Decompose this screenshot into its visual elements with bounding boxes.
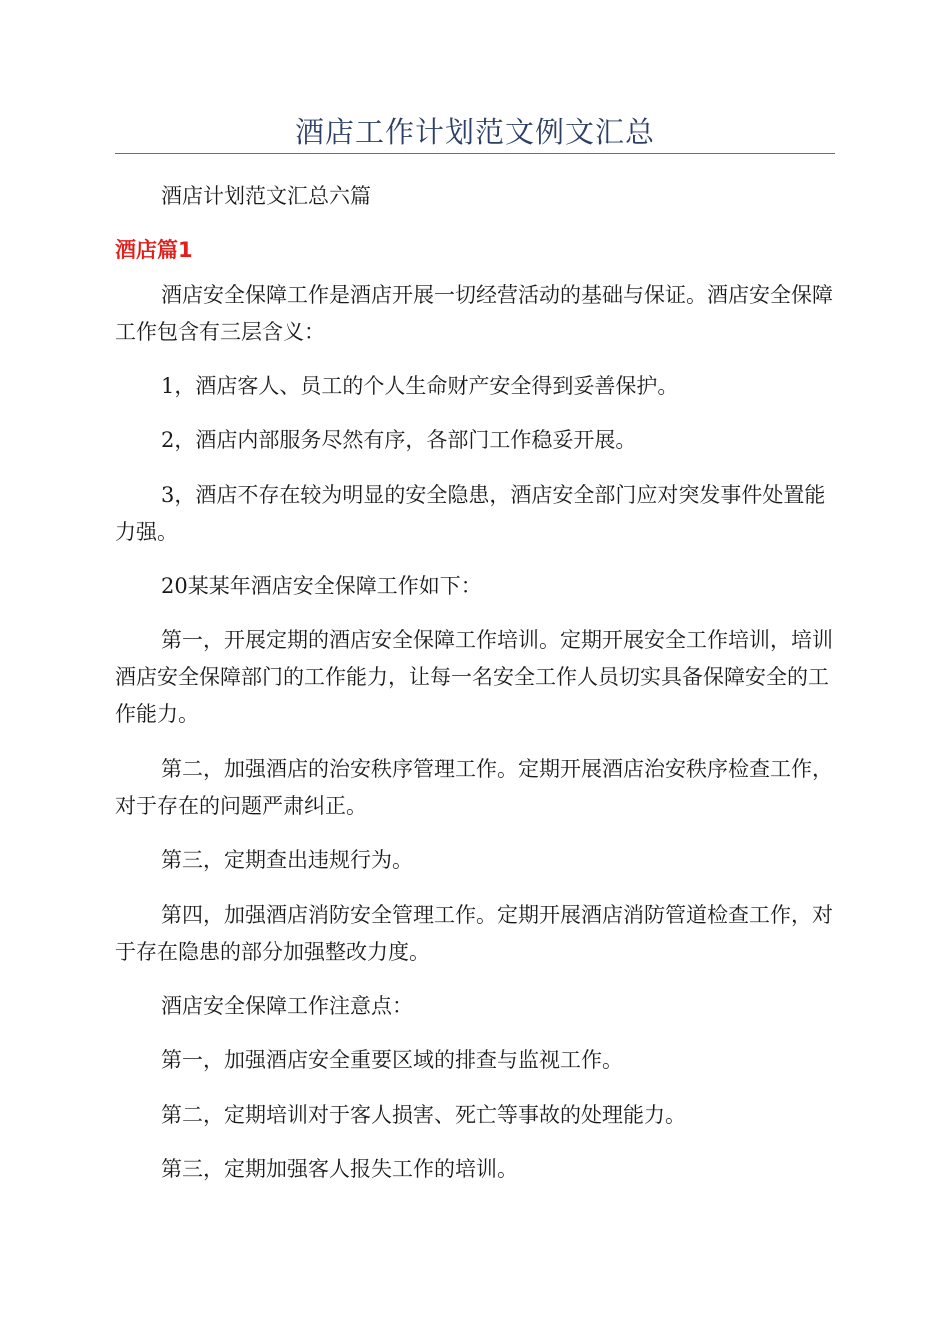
paragraph: 2，酒店内部服务尽然有序，各部门工作稳妥开展。 xyxy=(161,428,637,452)
paragraph: 20某某年酒店安全保障工作如下： xyxy=(161,574,482,598)
paragraph: 第三，定期查出违规行为。 xyxy=(161,848,413,872)
paragraph: 第一，加强酒店安全重要区域的排查与监视工作。 xyxy=(161,1048,623,1072)
paragraph: 第四，加强酒店消防安全管理工作。定期开展酒店消防管道检查工作，对于存在隐患的部分加强整改力度。 xyxy=(115,903,833,964)
paragraph: 酒店安全保障工作注意点： xyxy=(161,994,413,1018)
paragraph: 酒店安全保障工作是酒店开展一切经营活动的基础与保证。酒店安全保障工作包含有三层含义： xyxy=(115,283,833,344)
document-subtitle: 酒店计划范文汇总六篇 xyxy=(161,184,371,208)
paragraph: 第二，定期培训对于客人损害、死亡等事故的处理能力。 xyxy=(161,1103,686,1127)
paragraph: 3，酒店不存在较为明显的安全隐患，酒店安全部门应对突发事件处置能力强。 xyxy=(115,483,826,544)
paragraph: 第二，加强酒店的治安秩序管理工作。定期开展酒店治安秩序检查工作，对于存在的问题严肃纠正。 xyxy=(115,757,833,818)
paragraph: 1，酒店客人、员工的个人生命财产安全得到妥善保护。 xyxy=(161,374,679,398)
paragraph: 第一，开展定期的酒店安全保障工作培训。定期开展安全工作培训，培训酒店安全保障部门的工作能力，让每一名安全工作人员切实具备保障安全的工作能力。 xyxy=(115,628,833,726)
section-heading: 酒店篇1 xyxy=(115,238,193,262)
document-title: 酒店工作计划范文例文汇总 xyxy=(294,115,655,149)
paragraph: 第三，定期加强客人报失工作的培训。 xyxy=(161,1157,518,1181)
title-underline xyxy=(115,153,835,154)
